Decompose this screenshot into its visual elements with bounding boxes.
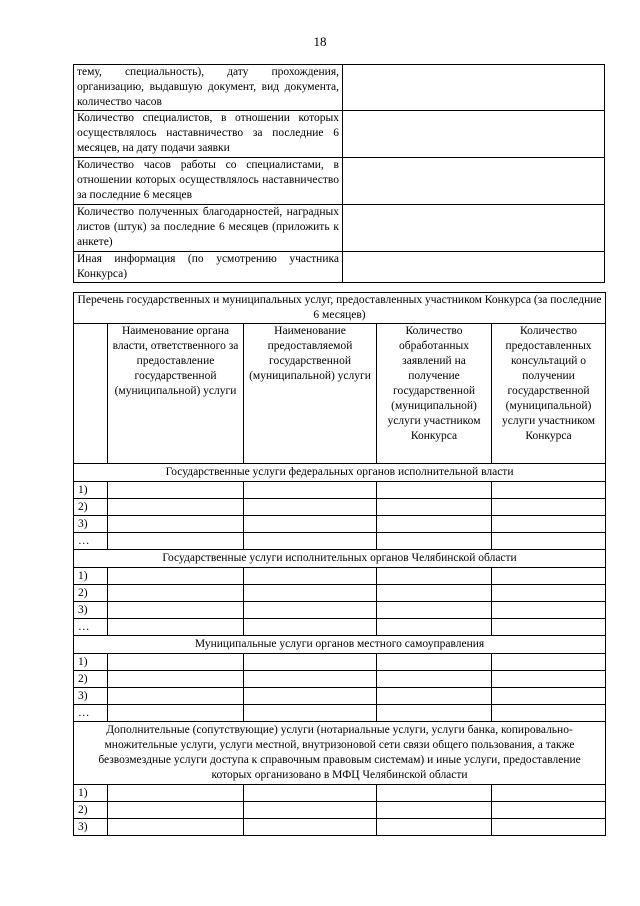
row-number: 3) [74,688,108,705]
section-title: Дополнительные (сопутствующие) услуги (нотариальные услуги, услуги банка, копировально-множительные услуги, услуги местной, внутризоновой сети связи общего пользования, а также безвозмездные услуги доступа к справочным правовым системам) и иные услуги, предоставление которых организовано в МФЦ Челябинской области [74,722,606,785]
header-row [74,324,606,464]
section-title: Муниципальные услуги органов местного самоуправления [74,636,606,654]
info-row-value[interactable] [343,111,605,158]
table-title-row [74,293,606,324]
info-row-label: тему, специальность), дату прохождения, организацию, выдавшую документ, вид документа, количество часов [74,65,343,111]
section-row [74,722,606,785]
page-number: 18 [313,34,327,49]
info-table [73,64,605,283]
row-number: 1) [74,482,108,499]
info-row-label: Количество полученных благодарностей, наградных листов (штук) за последние 6 месяцев (приложить к анкете) [74,205,343,252]
header-cell-number [74,324,108,464]
row-number: … [74,533,108,550]
table-row [74,158,605,205]
info-row-value[interactable] [343,158,605,205]
table-row [74,619,606,636]
row-number: … [74,619,108,636]
row-number: 1) [74,785,108,802]
table-row [74,785,606,802]
info-row-label: Количество специалистов, в отношении которых осуществлялось наставничество за последние 6 месяцев, на дату подачи заявки [74,111,343,158]
table-row [74,482,606,499]
table-row [74,533,606,550]
info-row-label: Иная информация (по усмотрению участника Конкурса) [74,252,343,283]
table-row [74,705,606,722]
table-row [74,654,606,671]
services-table [73,292,606,836]
info-row-value[interactable] [343,252,605,283]
table-row [74,802,606,819]
row-number: 3) [74,602,108,619]
row-number: 2) [74,802,108,819]
table-row [74,602,606,619]
header-cell: Наименование предоставляемой государственной (муниципальной) услуги [244,324,377,464]
info-row-value[interactable] [343,65,605,111]
header-cell: Количество обработанных заявлений на получение государственной (муниципальной) услуги участником Конкурса [377,324,492,464]
row-number: 2) [74,671,108,688]
row-number: 2) [74,499,108,516]
table-row [74,585,606,602]
header-cell: Количество предоставленных консультаций о получении государственной (муниципальной) услуги участником Конкурса [492,324,606,464]
section-title: Государственные услуги федеральных органов исполнительной власти [74,464,606,482]
section-row [74,464,606,482]
row-number: 2) [74,585,108,602]
table-row [74,252,605,283]
table-row [74,819,606,836]
row-number: 3) [74,819,108,836]
table-row [74,568,606,585]
row-number: 3) [74,516,108,533]
section-row [74,636,606,654]
services-table-title: Перечень государственных и муниципальных услуг, предоставленных участником Конкурса (за последние 6 месяцев) [74,293,606,324]
info-row-value[interactable] [343,205,605,252]
row-number: 1) [74,568,108,585]
table-row [74,516,606,533]
row-number: 1) [74,654,108,671]
section-row [74,550,606,568]
header-cell: Наименование органа власти, ответственного за предоставление государственной (муниципальной) услуги [108,324,244,464]
info-row-label: Количество часов работы со специалистами, в отношении которых осуществлялось наставничество за последние 6 месяцев [74,158,343,205]
section-title: Государственные услуги исполнительных органов Челябинской области [74,550,606,568]
table-row [74,688,606,705]
table-row [74,111,605,158]
table-row [74,499,606,516]
table-row [74,671,606,688]
table-row [74,65,605,111]
row-number: … [74,705,108,722]
table-row [74,205,605,252]
